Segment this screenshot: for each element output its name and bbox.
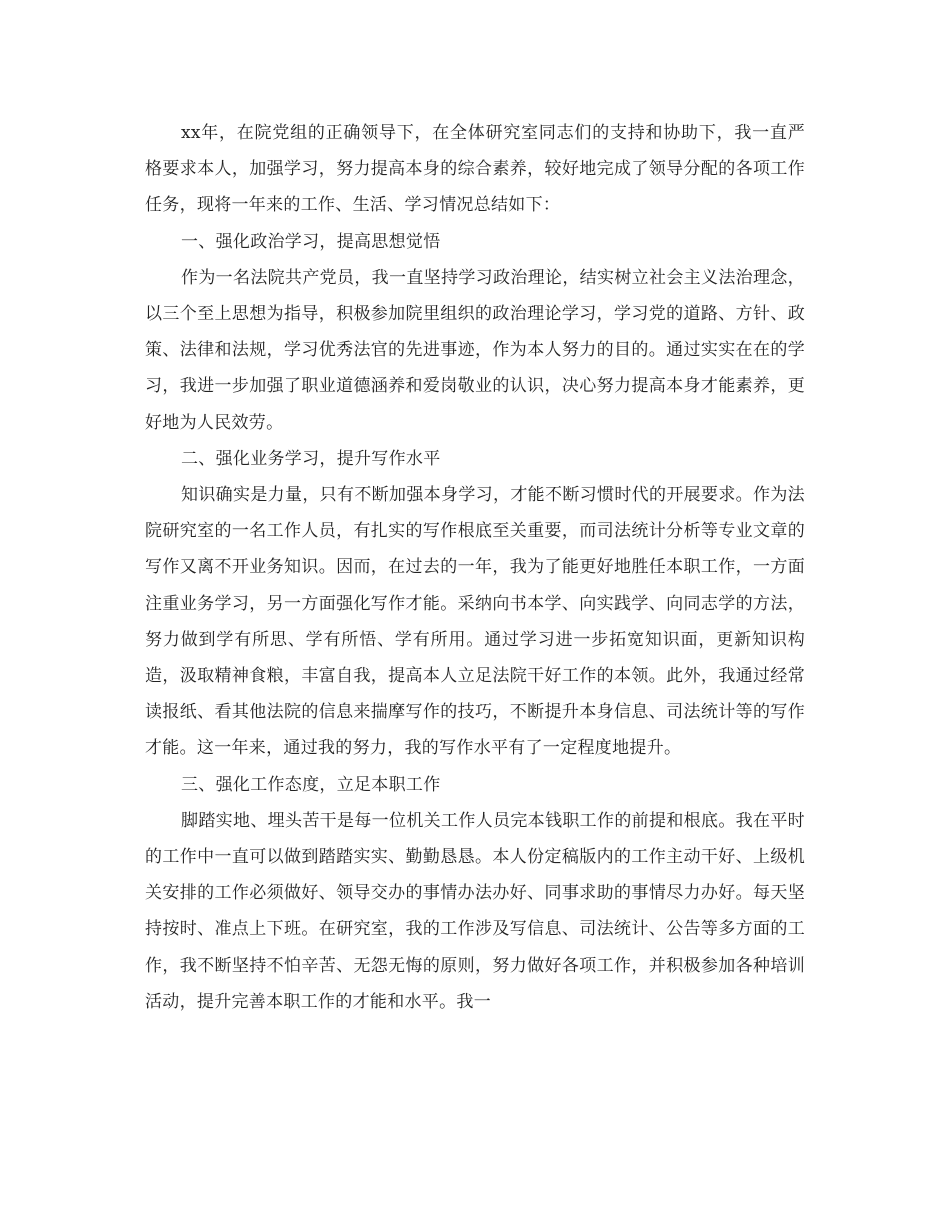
section-heading-work-attitude: 三、强化工作态度，立足本职工作 xyxy=(181,774,441,795)
section-heading-political-study: 一、强化政治学习，提高思想觉悟 xyxy=(181,231,441,252)
document-body xyxy=(145,115,805,1020)
paragraph-political-study: 作为一名法院共产党员，我一直坚持学习政治理论，结实树立社会主义法治理念，以三个至上思想为指导，积极参加院里组织的政治理论学习，学习党的道路、方针、政策、法律和法规，学习优秀法官的先进事迹，作为本人努力的目的。通过实实在在的学习，我进一步加强了职业道德涵养和爱岗敬业的认识，决心努力提高本身才能素养，更好地为人民效劳。 xyxy=(145,267,805,433)
paragraph-intro: xx年，在院党组的正确领导下，在全体研究室同志们的支持和协助下，我一直严格要求本人，加强学习，努力提高本身的综合素养，较好地完成了领导分配的各项工作任务，现将一年来的工作、生活、学习情况总结如下： xyxy=(145,123,805,216)
section-heading-business-study: 二、强化业务学习，提升写作水平 xyxy=(181,448,441,469)
paragraph-business-study: 知识确实是力量，只有不断加强本身学习，才能不断习惯时代的开展要求。作为法院研究室的一名工作人员，有扎实的写作根底至关重要，而司法统计分析等专业文章的写作又离不开业务知识。因而，在过去的一年，我为了能更好地胜任本职工作，一方面注重业务学习，另一方面强化写作才能。采纳向书本学、向实践学、向同志学的方法，努力做到学有所思、学有所悟、学有所用。通过学习进一步拓宽知识面，更新知识构造，汲取精神食粮，丰富自我，提高本人立足法院干好工作的本领。此外，我通过经常读报纸、看其他法院的信息来揣摩写作的技巧，不断提升本身信息、司法统计等的写作才能。这一年来，通过我的努力，我的写作水平有了一定程度地提升。 xyxy=(145,485,805,759)
paragraph-work-attitude: 脚踏实地、埋头苦干是每一位机关工作人员完本钱职工作的前提和根底。我在平时的工作中一直可以做到踏踏实实、勤勤恳恳。本人份定稿版内的工作主动干好、上级机关安排的工作必须做好、领导交办的事情办法办好、同事求助的事情尽力办好。每天坚持按时、准点上下班。在研究室，我的工作涉及写信息、司法统计、公告等多方面的工作，我不断坚持不怕辛苦、无怨无悔的原则，努力做好各项工作，并积极参加各种培训活动，提升完善本职工作的才能和水平。我一 xyxy=(145,810,805,1012)
